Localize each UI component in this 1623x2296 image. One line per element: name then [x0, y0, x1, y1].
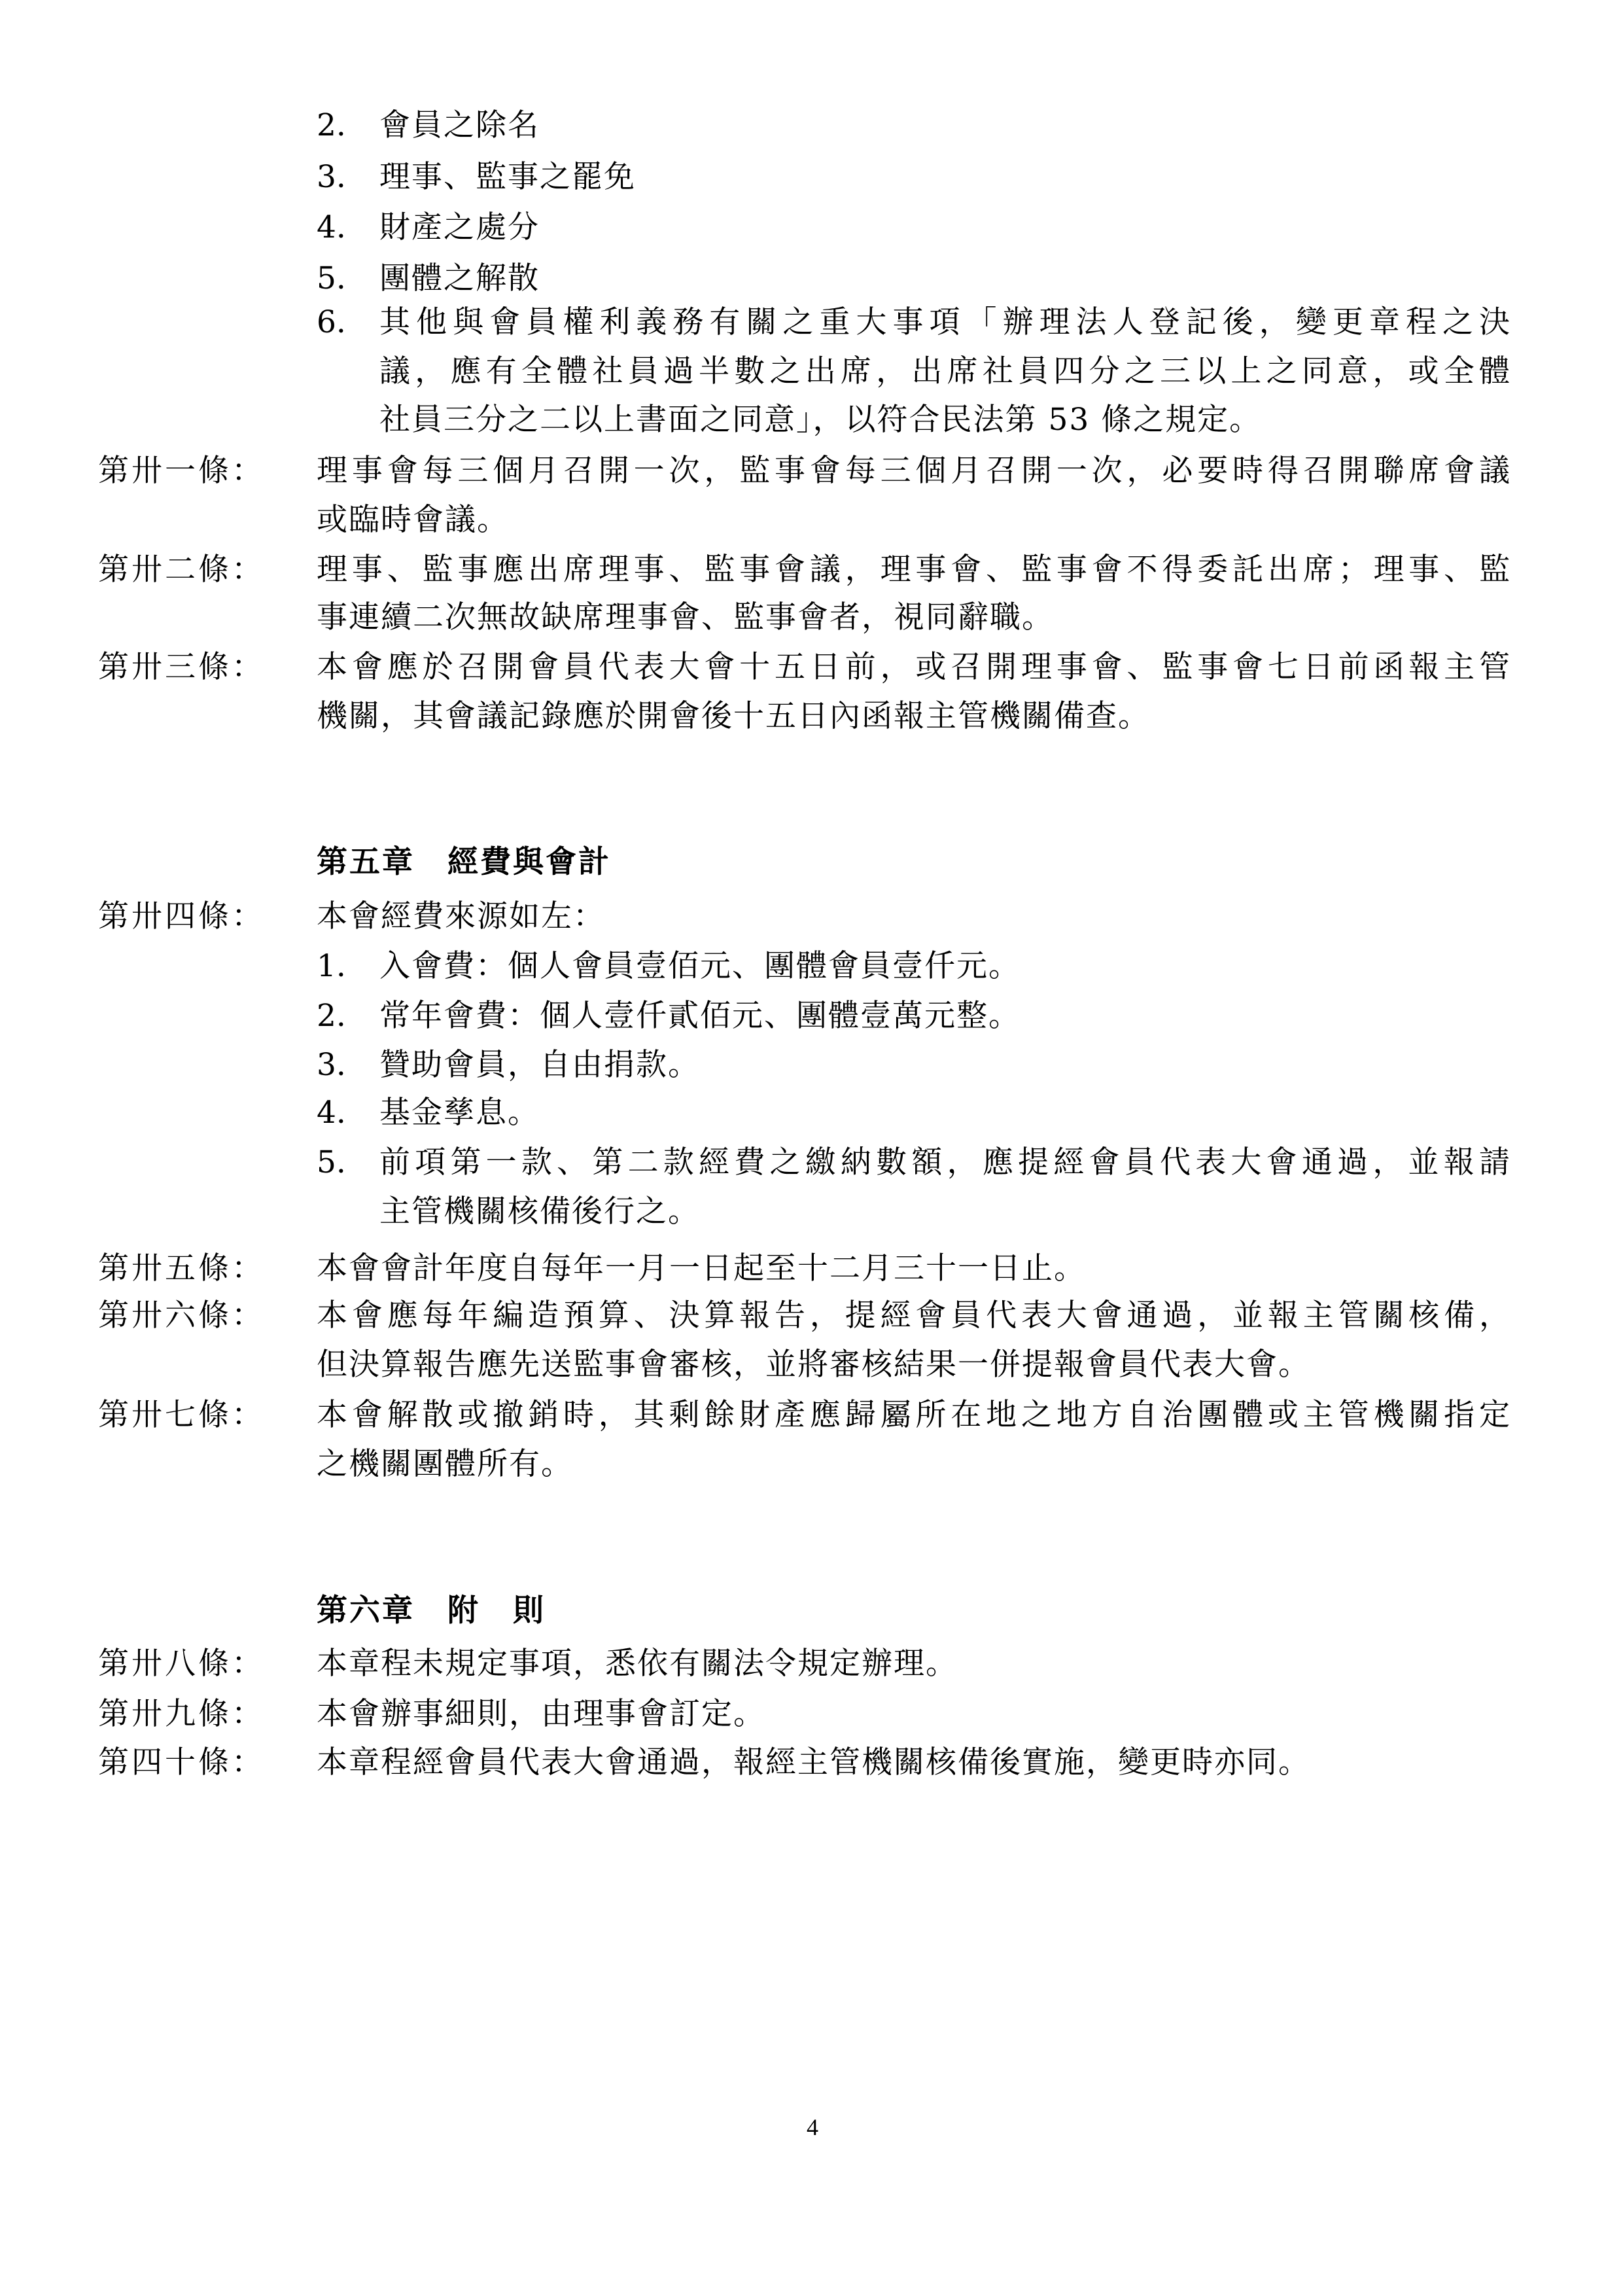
- list-item-text: 社員三分之二以上書面之同意」，以符合民法第 53 條之規定。: [379, 402, 1262, 438]
- list-number: 5.: [317, 260, 346, 296]
- article-label: 第卅二條：: [98, 552, 265, 588]
- article-label: 第卅三條：: [98, 649, 265, 685]
- list-number: 3.: [317, 159, 346, 195]
- article-text: 本會應每年編造預算、決算報告，提經會員代表大會通過，並報主管關核備，: [317, 1298, 1511, 1333]
- list-item-text: 入會費：個人會員壹佰元、團體會員壹仟元。: [379, 948, 1021, 984]
- list-number: 3.: [317, 1047, 346, 1083]
- chapter-number: 第五章: [317, 844, 415, 880]
- article-label: 第四十條：: [98, 1744, 265, 1780]
- article-label: 第卅一條：: [98, 453, 265, 489]
- article-text: 本會辦事細則，由理事會訂定。: [317, 1696, 765, 1732]
- chapter-title: 經費與會計: [447, 844, 611, 880]
- article-text: 之機關團體所有。: [317, 1446, 573, 1482]
- article-text: 理事、監事應出席理事、監事會議，理事會、監事會不得委託出席；理事、監: [317, 552, 1511, 588]
- list-item-text: 團體之解散: [379, 260, 540, 296]
- article-label: 第卅九條：: [98, 1696, 265, 1732]
- article-label: 第卅八條：: [98, 1646, 265, 1682]
- chapter-title: 附 則: [447, 1593, 546, 1629]
- article-text: 本會解散或撤銷時，其剩餘財產應歸屬所在地之地方自治團體或主管機關指定: [317, 1397, 1511, 1433]
- article-label: 第卅四條：: [98, 898, 265, 934]
- list-number: 6.: [317, 304, 346, 340]
- list-number: 1.: [317, 948, 346, 984]
- article-text: 本章程經會員代表大會通過，報經主管機關核備後實施，變更時亦同。: [317, 1744, 1310, 1780]
- list-item-text: 前項第一款、第二款經費之繳納數額，應提經會員代表大會通過，並報請: [379, 1144, 1511, 1180]
- list-number: 2.: [317, 998, 346, 1034]
- article-text: 機關，其會議記錄應於開會後十五日內函報主管機關備查。: [317, 698, 1150, 734]
- list-item-text: 會員之除名: [379, 107, 540, 143]
- chapter-number: 第六章: [317, 1593, 415, 1629]
- list-item-text: 贊助會員，自由捐款。: [379, 1047, 700, 1083]
- list-number: 2.: [317, 107, 346, 143]
- list-number: 4.: [317, 1095, 346, 1131]
- article-text: 本會會計年度自每年一月一日起至十二月三十一日止。: [317, 1250, 1086, 1286]
- article-text: 本會經費來源如左：: [317, 898, 605, 934]
- list-number: 5.: [317, 1144, 346, 1180]
- article-label: 第卅七條：: [98, 1397, 265, 1433]
- list-item-text: 主管機關核備後行之。: [379, 1193, 700, 1229]
- chapter-heading: [317, 843, 611, 882]
- page-number: 4: [807, 2114, 818, 2140]
- article-text: 理事會每三個月召開一次，監事會每三個月召開一次，必要時得召開聯席會議: [317, 453, 1511, 489]
- article-label: 第卅六條：: [98, 1298, 265, 1333]
- article-text: 或臨時會議。: [317, 502, 509, 538]
- article-text: 本章程未規定事項，悉依有關法令規定辦理。: [317, 1646, 958, 1682]
- chapter-heading: [317, 1591, 546, 1631]
- list-item-text: 基金孳息。: [379, 1095, 540, 1131]
- list-item-text: 財產之處分: [379, 209, 540, 245]
- list-item-text: 議，應有全體社員過半數之出席，出席社員四分之三以上之同意，或全體: [379, 353, 1511, 389]
- list-number: 4.: [317, 209, 346, 245]
- article-text: 事連續二次無故缺席理事會、監事會者，視同辭職。: [317, 599, 1054, 635]
- list-item-text: 常年會費：個人壹仟貳佰元、團體壹萬元整。: [379, 998, 1021, 1034]
- list-item-text: 理事、監事之罷免: [379, 159, 636, 195]
- list-item-text: 其他與會員權利義務有關之重大事項「辦理法人登記後，變更章程之決: [379, 304, 1511, 340]
- article-text: 但決算報告應先送監事會審核，並將審核結果一併提報會員代表大會。: [317, 1347, 1310, 1383]
- article-text: 本會應於召開會員代表大會十五日前，或召開理事會、監事會七日前函報主管: [317, 649, 1511, 685]
- article-label: 第卅五條：: [98, 1250, 265, 1286]
